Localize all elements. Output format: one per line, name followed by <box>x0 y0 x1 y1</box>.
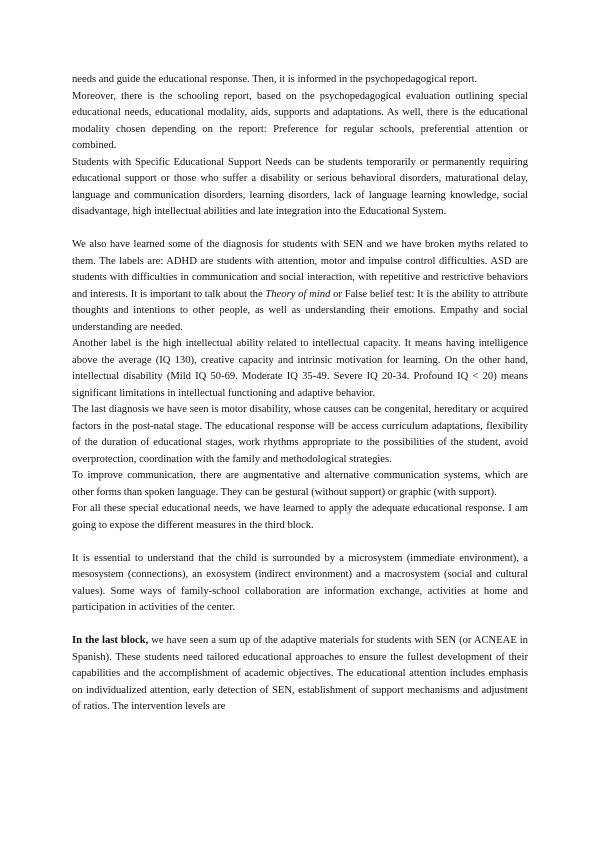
paragraph: Moreover, there is the schooling report, based on the psychopedagogical evaluation outlining special educational needs, educational modality, aids, supports and adaptations. As well, there is the educational modality chosen depending on the report: Preference for regular schools, preferential attention or combined. <box>72 90 528 151</box>
paragraph-gap <box>72 534 528 551</box>
section-diagnosis <box>72 237 528 534</box>
text-run: or False belief test: It is the ability to attribute thoughts and intentions to other people, as well as understanding their emotions. Empathy and social understanding are needed. <box>72 288 528 333</box>
bold-lead: In the last block, <box>72 635 149 646</box>
paragraph <box>72 237 528 336</box>
text-run: we have seen a sum up of the adaptive materials for students with SEN (or ACNEAE in Spanish). These students need tailored educational approaches to ensure the fullest development of their capabilities and the accomplishment of academic objectives. The educational attention includes emphasis on individualized attention, early detection of SEN, establishment of support mechanisms and adjustment of ratios. The intervention levels are <box>72 635 528 712</box>
paragraph: The last diagnosis we have seen is motor disability, whose causes can be congenital, hereditary or acquired factors in the post-natal stage. The educational response will be access curriculum adaptations, flexibility of the duration of educational stages, work rhythms appropriate to the possibilities of the student, avoid overprotection, coordination with the family and methodological strategies. <box>72 404 528 465</box>
paragraph: Another label is the high intellectual ability related to intellectual capacity. It means having intelligence above the average (IQ 130), creative capacity and intrinsic motivation for learning. On the other hand, intellectual disability (Mild IQ 50-69. Moderate IQ 35-49. Severe IQ 20-34. Profound IQ < 20) means significant limitations in intellectual functioning and adaptive behavior. <box>72 338 528 399</box>
section-last-block <box>72 633 528 716</box>
section-reports <box>72 72 528 221</box>
text-run: We also have learned some of the diagnosis for students with SEN and we have broken myths related to them. The labels are: ADHD are students with attention, motor and impulse control difficulties. ASD are students with difficulties in communication and social interaction, with repetitive and restrictive behaviors and interests. It is important to talk about the <box>72 239 528 300</box>
italic-term: Theory of mind <box>265 288 331 300</box>
paragraph-gap <box>72 221 528 238</box>
paragraph: For all these special educational needs, we have learned to apply the adequate educational response. I am going to expose the different measures in the third block. <box>72 503 528 531</box>
paragraph: needs and guide the educational response. Then, it is informed in the psychopedagogical report. <box>72 74 478 85</box>
paragraph-gap <box>72 617 528 634</box>
paragraph: To improve communication, there are augmentative and alternative communication systems, which are other forms than spoken language. They can be gestural (without support) or graphic (with support). <box>72 470 528 498</box>
paragraph <box>72 633 528 716</box>
paragraph: Students with Specific Educational Support Needs can be students temporarily or permanently requiring educational support or those who suffer a disability or serious behavioral disorders, maturational delay, language and communication disorders, learning disorders, lack of language learning knowledge, social disadvantage, high intellectual abilities and late integration into the Educational System. <box>72 156 528 217</box>
section-family <box>72 551 528 617</box>
paragraph: It is essential to understand that the child is surrounded by a microsystem (immediate environment), a mesosystem (connections), an exosystem (indirect environment) and a macrosystem (social and cultural values). Some ways of family-school collaboration are information exchange, activities at home and participation in activities of the center. <box>72 552 528 613</box>
